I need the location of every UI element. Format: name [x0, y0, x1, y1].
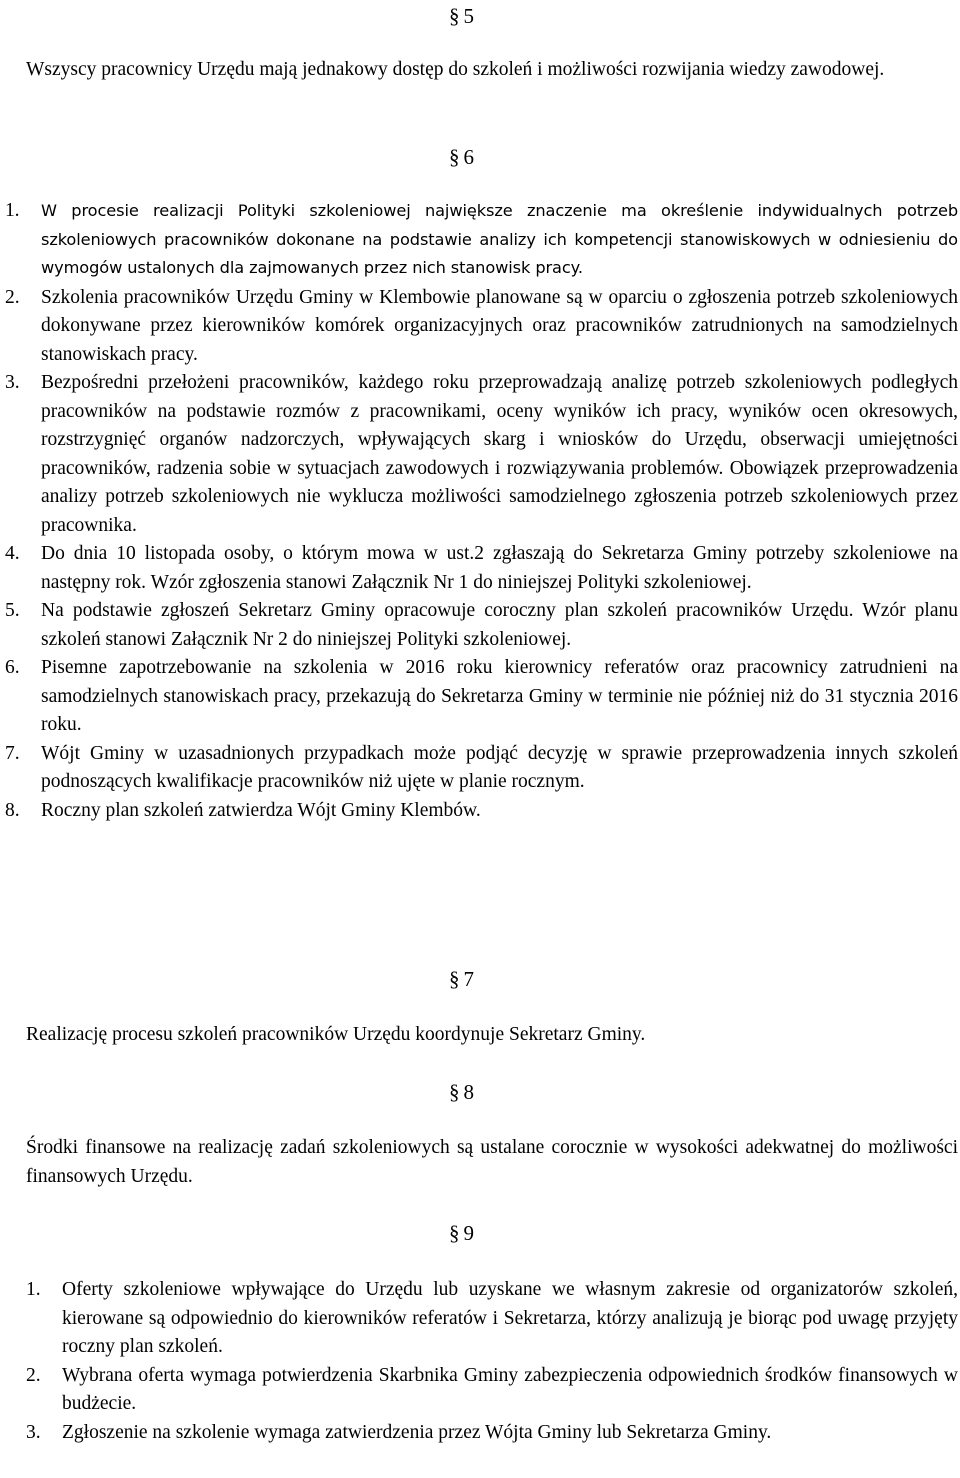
item-number: 3. — [26, 1421, 41, 1443]
item-text: W procesie realizacji Polityki szkoleniowej największe znaczenie ma określenie indywidualnych potrzeb szkoleniowych pracowników dokonane na podstawie analizy ich kompetencji stanowiskowych w odniesieniu do wymogów ustalonych dla zajmowanych przez nich stanowisk pracy. — [41, 201, 958, 277]
item-text: Szkolenia pracowników Urzędu Gminy w Klembowie planowane są w oparciu o zgłoszenia potrzeb szkoleniowych dokonywane przez kierowników komórek organizacyjnych oraz pracowników zatrudnionych na samodzielnych stanowiskach pracy. — [41, 286, 958, 365]
section-symbol: § — [449, 1221, 460, 1245]
section-6-list — [5, 197, 958, 825]
list-item — [5, 369, 958, 540]
item-text: Roczny plan szkoleń zatwierdza Wójt Gminy Klembów. — [41, 799, 481, 821]
item-number: 4. — [5, 543, 20, 564]
list-item — [5, 540, 958, 597]
section-heading-6 — [449, 145, 474, 169]
list-item — [5, 197, 958, 283]
item-number: 8. — [5, 799, 20, 821]
item-text: Zgłoszenie na szkolenie wymaga zatwierdzenia przez Wójta Gminy lub Sekretarza Gminy. — [62, 1421, 772, 1443]
list-item — [26, 1276, 958, 1362]
item-text: Wójt Gminy w uzasadnionych przypadkach może podjąć decyzję w sprawie przeprowadzenia innych szkoleń podnoszących kwalifikacje pracowników niż ujęte w planie rocznym. — [41, 742, 958, 792]
item-number: 3. — [5, 372, 20, 393]
section-symbol: § — [449, 967, 460, 991]
list-item — [26, 1362, 958, 1419]
item-number: 1. — [5, 200, 20, 221]
list-item — [5, 597, 958, 654]
section-number: 9 — [463, 1221, 474, 1245]
item-text: Na podstawie zgłoszeń Sekretarz Gminy opracowuje coroczny plan szkoleń pracowników Urzędu. Wzór planu szkoleń stanowi Załącznik Nr 2 do niniejszej Polityki szkoleniowej. — [41, 600, 958, 650]
item-number: 1. — [26, 1279, 41, 1300]
section-heading-9 — [449, 1221, 474, 1245]
section-9-list — [26, 1276, 958, 1447]
section-symbol: § — [449, 145, 460, 169]
section-heading-8 — [449, 1080, 474, 1104]
item-number: 6. — [5, 657, 20, 678]
section-number: 6 — [463, 145, 474, 169]
section-symbol: § — [449, 4, 460, 28]
item-number: 2. — [26, 1364, 41, 1386]
item-text: Bezpośredni przełożeni pracowników, każdego roku przeprowadzają analizę potrzeb szkoleniowych podległych pracowników na podstawie rozmów z pracownikami, oceny wyników ich pracy, wyników ocen okresowych, rozstrzygnięć organów nadzorczych, wpływających skarg i wniosków do Urzędu, obserwacji umiejętności pracowników, radzenia sobie w sytuacjach zawodowych i rozwiązywania problemów. Obowiązek przeprowadzenia analizy potrzeb szkoleniowych nie wyklucza możliwości samodzielnego zgłoszenia potrzeb szkoleniowych przez pracownika. — [41, 372, 958, 536]
item-text: Do dnia 10 listopada osoby, o którym mowa w ust.2 zgłaszają do Sekretarza Gminy potrzeby szkoleniowe na następny rok. Wzór zgłoszenia stanowi Załącznik Nr 1 do niniejszej Polityki szkoleniowej. — [41, 543, 958, 593]
section-number: 5 — [463, 4, 474, 28]
list-item — [5, 797, 958, 826]
item-number: 5. — [5, 600, 20, 621]
section-symbol: § — [449, 1080, 460, 1104]
section-8-text: Środki finansowe na realizację zadań szkoleniowych są ustalane corocznie w wysokości adekwatnej do możliwości finansowych Urzędu. — [26, 1137, 958, 1187]
section-number: 8 — [463, 1080, 474, 1104]
section-heading-5 — [449, 4, 474, 28]
section-7-text: Realizację procesu szkoleń pracowników Urzędu koordynuje Sekretarz Gminy. — [26, 1024, 646, 1045]
item-text: Wybrana oferta wymaga potwierdzenia Skarbnika Gminy zabezpieczenia odpowiednich środków finansowych w budżecie. — [62, 1364, 958, 1414]
item-number: 2. — [5, 286, 20, 308]
item-number: 7. — [5, 742, 20, 764]
list-item — [5, 740, 958, 797]
section-number: 7 — [463, 967, 474, 991]
item-text: Pisemne zapotrzebowanie na szkolenia w 2016 roku kierownicy referatów oraz pracownicy zatrudnieni na samodzielnych stanowiskach pracy, przekazują do Sekretarza Gminy w terminie nie później niż do 31 stycznia 2016 roku. — [41, 657, 958, 735]
list-item — [5, 284, 958, 370]
section-heading-7 — [449, 967, 474, 991]
item-text: Oferty szkoleniowe wpływające do Urzędu lub uzyskane we własnym zakresie od organizatorów szkoleń, kierowane są odpowiednio do kierowników referatów i Sekretarza, którzy analizują je biorąc pod uwagę przyjęty roczny plan szkoleń. — [62, 1279, 958, 1357]
list-item — [26, 1419, 958, 1448]
list-item — [5, 654, 958, 740]
section-5-text: Wszyscy pracownicy Urzędu mają jednakowy dostęp do szkoleń i możliwości rozwijania wiedzy zawodowej. — [26, 59, 885, 80]
